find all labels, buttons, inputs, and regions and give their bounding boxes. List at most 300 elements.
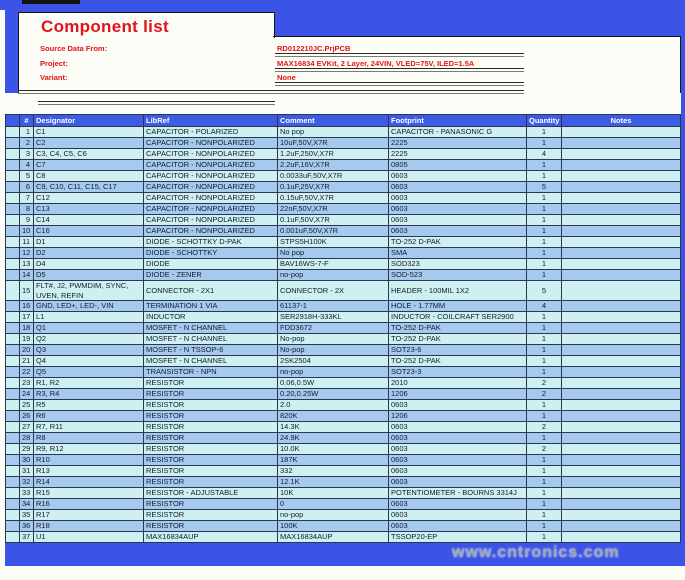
table-row — [6, 160, 681, 171]
footprint-cell: TO-252 D-PAK — [389, 334, 527, 345]
footprint-cell: 1206 — [389, 411, 527, 422]
gutter-cell — [6, 149, 20, 160]
quantity-cell: 5 — [527, 281, 562, 301]
designator-cell: C16 — [34, 226, 144, 237]
libref-cell: RESISTOR — [144, 499, 278, 510]
libref-cell: RESISTOR — [144, 378, 278, 389]
quantity-cell: 1 — [527, 193, 562, 204]
notes-cell — [562, 226, 681, 237]
row-number-cell: 24 — [20, 389, 34, 400]
comment-cell: 0 — [278, 499, 389, 510]
footprint-cell: HOLE - 1.77MM — [389, 301, 527, 312]
quantity-cell: 4 — [527, 301, 562, 312]
comment-cell: no-pop — [278, 367, 389, 378]
comment-cell: 100K — [278, 521, 389, 532]
designator-cell: Q4 — [34, 356, 144, 367]
gutter-cell — [6, 193, 20, 204]
table-row — [6, 171, 681, 182]
notes-cell — [562, 400, 681, 411]
notes-cell — [562, 323, 681, 334]
gutter-cell — [6, 345, 20, 356]
source-data-label: Source Data From: — [40, 44, 108, 53]
designator-cell: C12 — [34, 193, 144, 204]
designator-cell: Q5 — [34, 367, 144, 378]
gutter-cell — [6, 259, 20, 270]
notes-cell — [562, 499, 681, 510]
designator-cell: C1 — [34, 127, 144, 138]
designator-cell: R8 — [34, 433, 144, 444]
table-row — [6, 312, 681, 323]
table-row — [6, 182, 681, 193]
designator-cell: Q1 — [34, 323, 144, 334]
table-row — [6, 521, 681, 532]
gutter-cell — [6, 215, 20, 226]
row-number-cell: 25 — [20, 400, 34, 411]
notes-cell — [562, 488, 681, 499]
gutter-cell — [6, 510, 20, 521]
quantity-cell: 5 — [527, 182, 562, 193]
row-number-cell: 1 — [20, 127, 34, 138]
designator-cell: R9, R12 — [34, 444, 144, 455]
table-row — [6, 281, 681, 301]
table-row — [6, 532, 681, 543]
notes-cell — [562, 378, 681, 389]
table-row — [6, 193, 681, 204]
notes-cell — [562, 237, 681, 248]
table-row — [6, 477, 681, 488]
quantity-cell: 1 — [527, 400, 562, 411]
quantity-cell: 1 — [527, 171, 562, 182]
footprint-cell: TO-252 D-PAK — [389, 237, 527, 248]
footprint-cell: 0603 — [389, 521, 527, 532]
quantity-cell: 1 — [527, 345, 562, 356]
row-number-cell: 18 — [20, 323, 34, 334]
table-row — [6, 323, 681, 334]
comment-cell: FDD3672 — [278, 323, 389, 334]
quantity-cell: 4 — [527, 149, 562, 160]
row-number-cell: 10 — [20, 226, 34, 237]
quantity-cell: 1 — [527, 226, 562, 237]
gutter-cell — [6, 356, 20, 367]
quantity-cell: 1 — [527, 160, 562, 171]
libref-cell: DIODE - SCHOTTKY — [144, 248, 278, 259]
footprint-cell: TO-252 D-PAK — [389, 356, 527, 367]
footprint-cell: 0603 — [389, 477, 527, 488]
designator-cell: D1 — [34, 237, 144, 248]
col-header-libref: LibRef — [144, 115, 278, 127]
row-number-cell: 4 — [20, 160, 34, 171]
gutter-cell — [6, 521, 20, 532]
quantity-cell: 1 — [527, 411, 562, 422]
quantity-cell: 1 — [527, 259, 562, 270]
comment-cell: 10.0K — [278, 444, 389, 455]
table-row — [6, 345, 681, 356]
gutter-cell — [6, 444, 20, 455]
libref-cell: CAPACITOR - NONPOLARIZED — [144, 149, 278, 160]
table-row — [6, 367, 681, 378]
gutter-cell — [6, 499, 20, 510]
row-number-cell: 5 — [20, 171, 34, 182]
libref-cell: INDUCTOR — [144, 312, 278, 323]
table-row — [6, 411, 681, 422]
designator-cell: R7, R11 — [34, 422, 144, 433]
footprint-cell: 0603 — [389, 444, 527, 455]
gutter-cell — [6, 312, 20, 323]
quantity-cell: 2 — [527, 378, 562, 389]
footprint-cell: INDUCTOR - COILCRAFT SER2900 — [389, 312, 527, 323]
libref-cell: RESISTOR — [144, 510, 278, 521]
footprint-cell: 2225 — [389, 149, 527, 160]
footprint-cell: TSSOP20-EP — [389, 532, 527, 543]
libref-cell: RESISTOR — [144, 422, 278, 433]
gutter-cell — [6, 400, 20, 411]
designator-cell: R5 — [34, 400, 144, 411]
designator-cell: L1 — [34, 312, 144, 323]
col-header-number: # — [20, 115, 34, 127]
comment-cell: 2SK2504 — [278, 356, 389, 367]
libref-cell: DIODE - ZENER — [144, 270, 278, 281]
table-row — [6, 499, 681, 510]
row-number-cell: 27 — [20, 422, 34, 433]
gutter-cell — [6, 270, 20, 281]
footprint-cell: 0805 — [389, 160, 527, 171]
footprint-cell: 0603 — [389, 204, 527, 215]
libref-cell: RESISTOR - ADJUSTABLE — [144, 488, 278, 499]
row-number-cell: 37 — [20, 532, 34, 543]
footprint-cell: 0603 — [389, 499, 527, 510]
quantity-cell: 1 — [527, 532, 562, 543]
designator-cell: R14 — [34, 477, 144, 488]
gutter-cell — [6, 411, 20, 422]
notes-cell — [562, 345, 681, 356]
gutter-cell — [6, 323, 20, 334]
col-header-quantity: Quantity — [527, 115, 562, 127]
table-row — [6, 237, 681, 248]
designator-cell: D2 — [34, 248, 144, 259]
comment-cell: 14.3K — [278, 422, 389, 433]
libref-cell: TERMINATION 1 VIA — [144, 301, 278, 312]
libref-cell: RESISTOR — [144, 477, 278, 488]
designator-cell: R6 — [34, 411, 144, 422]
notes-cell — [562, 160, 681, 171]
designator-cell: GND, LED+, LED-, VIN — [34, 301, 144, 312]
row-number-cell: 26 — [20, 411, 34, 422]
row-number-cell: 19 — [20, 334, 34, 345]
designator-cell: R13 — [34, 466, 144, 477]
top-black-strip — [22, 0, 80, 4]
libref-cell: CONNECTOR - 2X1 — [144, 281, 278, 301]
designator-cell: U1 — [34, 532, 144, 543]
gutter-cell — [6, 138, 20, 149]
comment-cell: 0.0033uF,50V,X7R — [278, 171, 389, 182]
col-header-notes: Notes — [562, 115, 681, 127]
footprint-cell: 0603 — [389, 171, 527, 182]
notes-cell — [562, 466, 681, 477]
libref-cell: DIODE - SCHOTTKY D-PAK — [144, 237, 278, 248]
libref-cell: RESISTOR — [144, 444, 278, 455]
project-value: MAX16834 EVKit, 2 Layer, 24VIN, VLED=75V, ILED=1.5A — [277, 59, 475, 68]
libref-cell: RESISTOR — [144, 411, 278, 422]
quantity-cell: 1 — [527, 138, 562, 149]
variant-label: Variant: — [40, 73, 68, 82]
libref-cell: CAPACITOR - NONPOLARIZED — [144, 182, 278, 193]
bom-table-body — [6, 127, 681, 543]
footprint-cell: 0603 — [389, 182, 527, 193]
footprint-cell: SOT23-3 — [389, 367, 527, 378]
libref-cell: RESISTOR — [144, 389, 278, 400]
table-row — [6, 138, 681, 149]
gutter-cell — [6, 466, 20, 477]
footprint-cell: 0603 — [389, 193, 527, 204]
row-number-cell: 34 — [20, 499, 34, 510]
col-header-footprint: Footprint — [389, 115, 527, 127]
libref-cell: CAPACITOR - NONPOLARIZED — [144, 160, 278, 171]
notes-cell — [562, 422, 681, 433]
table-row — [6, 466, 681, 477]
comment-cell: STPS5H100K — [278, 237, 389, 248]
notes-cell — [562, 301, 681, 312]
gutter-cell — [6, 237, 20, 248]
quantity-cell: 1 — [527, 323, 562, 334]
project-underline — [275, 68, 524, 72]
footprint-cell: 1206 — [389, 389, 527, 400]
designator-cell: R3, R4 — [34, 389, 144, 400]
footprint-cell: 0603 — [389, 466, 527, 477]
col-header-designator: Designator — [34, 115, 144, 127]
comment-cell: No-pop — [278, 334, 389, 345]
table-row — [6, 149, 681, 160]
row-number-cell: 17 — [20, 312, 34, 323]
designator-cell: Q2 — [34, 334, 144, 345]
footprint-cell: HEADER - 100MIL 1X2 — [389, 281, 527, 301]
notes-cell — [562, 433, 681, 444]
row-number-cell: 20 — [20, 345, 34, 356]
notes-cell — [562, 444, 681, 455]
comment-cell: 0.20,0.25W — [278, 389, 389, 400]
comment-cell: 332 — [278, 466, 389, 477]
table-row — [6, 356, 681, 367]
comment-cell: 0.15uF,50V,X7R — [278, 193, 389, 204]
designator-cell: R1, R2 — [34, 378, 144, 389]
table-row — [6, 510, 681, 521]
row-number-cell: 22 — [20, 367, 34, 378]
table-row — [6, 422, 681, 433]
designator-cell: R17 — [34, 510, 144, 521]
table-row — [6, 127, 681, 138]
comment-cell: 0.001uF,50V,X7R — [278, 226, 389, 237]
quantity-cell: 1 — [527, 521, 562, 532]
quantity-cell: 1 — [527, 215, 562, 226]
notes-cell — [562, 171, 681, 182]
comment-cell: 61137-1 — [278, 301, 389, 312]
notes-cell — [562, 312, 681, 323]
libref-cell: TRANSISTOR - NPN — [144, 367, 278, 378]
variant-underline — [275, 82, 524, 86]
gutter-cell — [6, 378, 20, 389]
notes-cell — [562, 248, 681, 259]
gutter-cell — [6, 171, 20, 182]
row-number-cell: 2 — [20, 138, 34, 149]
quantity-cell: 1 — [527, 499, 562, 510]
sub-header-rule — [38, 101, 275, 105]
designator-cell: FLT#, J2, PWMDIM, SYNC, UVEN, REFIN — [34, 281, 144, 301]
source-data-value: RD012210JC.PrjPCB — [277, 44, 351, 53]
gutter-cell — [6, 204, 20, 215]
table-row — [6, 444, 681, 455]
quantity-cell: 1 — [527, 334, 562, 345]
variant-value: None — [277, 73, 296, 82]
comment-cell: 1.2uF,250V,X7R — [278, 149, 389, 160]
designator-cell: C13 — [34, 204, 144, 215]
row-number-cell: 14 — [20, 270, 34, 281]
designator-cell: C14 — [34, 215, 144, 226]
designator-cell: D4 — [34, 259, 144, 270]
libref-cell: MOSFET - N TSSOP-6 — [144, 345, 278, 356]
notes-cell — [562, 127, 681, 138]
libref-cell: CAPACITOR - NONPOLARIZED — [144, 204, 278, 215]
notes-cell — [562, 215, 681, 226]
bottom-page-margin — [0, 566, 685, 580]
footprint-cell: POTENTIOMETER - BOURNS 3314J — [389, 488, 527, 499]
footprint-cell: 2010 — [389, 378, 527, 389]
notes-cell — [562, 182, 681, 193]
table-row — [6, 389, 681, 400]
footprint-cell: 0603 — [389, 400, 527, 411]
designator-cell: C7 — [34, 160, 144, 171]
comment-cell: 2.2uF,16V,X7R — [278, 160, 389, 171]
quantity-cell: 1 — [527, 237, 562, 248]
libref-cell: CAPACITOR - NONPOLARIZED — [144, 215, 278, 226]
notes-cell — [562, 204, 681, 215]
gutter-cell — [6, 182, 20, 193]
quantity-cell: 1 — [527, 433, 562, 444]
comment-cell: 10uF,50V,X7R — [278, 138, 389, 149]
quantity-cell: 1 — [527, 356, 562, 367]
table-row — [6, 433, 681, 444]
row-number-cell: 23 — [20, 378, 34, 389]
row-number-cell: 31 — [20, 466, 34, 477]
row-number-cell: 12 — [20, 248, 34, 259]
libref-cell: CAPACITOR - NONPOLARIZED — [144, 171, 278, 182]
table-row — [6, 226, 681, 237]
row-number-cell: 11 — [20, 237, 34, 248]
footprint-cell: 0603 — [389, 433, 527, 444]
comment-cell: 820K — [278, 411, 389, 422]
designator-cell: R16 — [34, 499, 144, 510]
footprint-cell: 0603 — [389, 455, 527, 466]
notes-cell — [562, 477, 681, 488]
quantity-cell: 1 — [527, 270, 562, 281]
notes-cell — [562, 259, 681, 270]
libref-cell: RESISTOR — [144, 400, 278, 411]
row-number-cell: 13 — [20, 259, 34, 270]
libref-cell: CAPACITOR - NONPOLARIZED — [144, 138, 278, 149]
designator-cell: Q3 — [34, 345, 144, 356]
designator-cell: D5 — [34, 270, 144, 281]
footprint-cell: SMA — [389, 248, 527, 259]
libref-cell: CAPACITOR - NONPOLARIZED — [144, 193, 278, 204]
row-number-cell: 8 — [20, 204, 34, 215]
libref-cell: MOSFET - N CHANNEL — [144, 334, 278, 345]
row-number-cell: 6 — [20, 182, 34, 193]
comment-cell: No pop — [278, 248, 389, 259]
notes-cell — [562, 334, 681, 345]
col-header-comment: Comment — [278, 115, 389, 127]
table-row — [6, 248, 681, 259]
table-row — [6, 378, 681, 389]
comment-cell: 10K — [278, 488, 389, 499]
row-number-cell: 29 — [20, 444, 34, 455]
footprint-cell: 0603 — [389, 226, 527, 237]
notes-cell — [562, 138, 681, 149]
quantity-cell: 2 — [527, 422, 562, 433]
notes-cell — [562, 389, 681, 400]
comment-cell: 22nF,50V,X7R — [278, 204, 389, 215]
source-data-underline — [275, 53, 524, 57]
gutter-header-cell — [6, 115, 20, 127]
gutter-cell — [6, 433, 20, 444]
row-number-cell: 15 — [20, 281, 34, 301]
libref-cell: RESISTOR — [144, 433, 278, 444]
comment-cell: SER2918H-333KL — [278, 312, 389, 323]
notes-cell — [562, 356, 681, 367]
designator-cell: C3, C4, C5, C6 — [34, 149, 144, 160]
quantity-cell: 1 — [527, 477, 562, 488]
designator-cell: C9, C10, C11, C15, C17 — [34, 182, 144, 193]
libref-cell: CAPACITOR - NONPOLARIZED — [144, 226, 278, 237]
gutter-cell — [6, 477, 20, 488]
row-number-cell: 28 — [20, 433, 34, 444]
gutter-cell — [6, 301, 20, 312]
footprint-cell: CAPACITOR - PANASONIC G — [389, 127, 527, 138]
gutter-cell — [6, 281, 20, 301]
gutter-cell — [6, 422, 20, 433]
table-header-row — [6, 115, 681, 127]
quantity-cell: 2 — [527, 444, 562, 455]
quantity-cell: 1 — [527, 510, 562, 521]
notes-cell — [562, 270, 681, 281]
libref-cell: DIODE — [144, 259, 278, 270]
comment-cell: 2.0 — [278, 400, 389, 411]
gutter-cell — [6, 532, 20, 543]
libref-cell: MAX16834AUP — [144, 532, 278, 543]
libref-cell: RESISTOR — [144, 466, 278, 477]
table-row — [6, 215, 681, 226]
row-number-cell: 32 — [20, 477, 34, 488]
row-number-cell: 16 — [20, 301, 34, 312]
designator-cell: R15 — [34, 488, 144, 499]
comment-cell: 0.1uF,50V,X7R — [278, 215, 389, 226]
gutter-cell — [6, 455, 20, 466]
row-number-cell: 30 — [20, 455, 34, 466]
designator-cell: C8 — [34, 171, 144, 182]
comment-cell: 187K — [278, 455, 389, 466]
table-row — [6, 400, 681, 411]
row-number-cell: 36 — [20, 521, 34, 532]
notes-cell — [562, 193, 681, 204]
comment-cell: No pop — [278, 127, 389, 138]
table-row — [6, 488, 681, 499]
quantity-cell: 1 — [527, 488, 562, 499]
row-number-cell: 7 — [20, 193, 34, 204]
project-label: Project: — [40, 59, 68, 68]
gutter-cell — [6, 367, 20, 378]
gutter-cell — [6, 127, 20, 138]
row-number-cell: 33 — [20, 488, 34, 499]
footprint-cell: 0603 — [389, 422, 527, 433]
info-box-bottom-rule — [18, 90, 524, 94]
quantity-cell: 1 — [527, 248, 562, 259]
